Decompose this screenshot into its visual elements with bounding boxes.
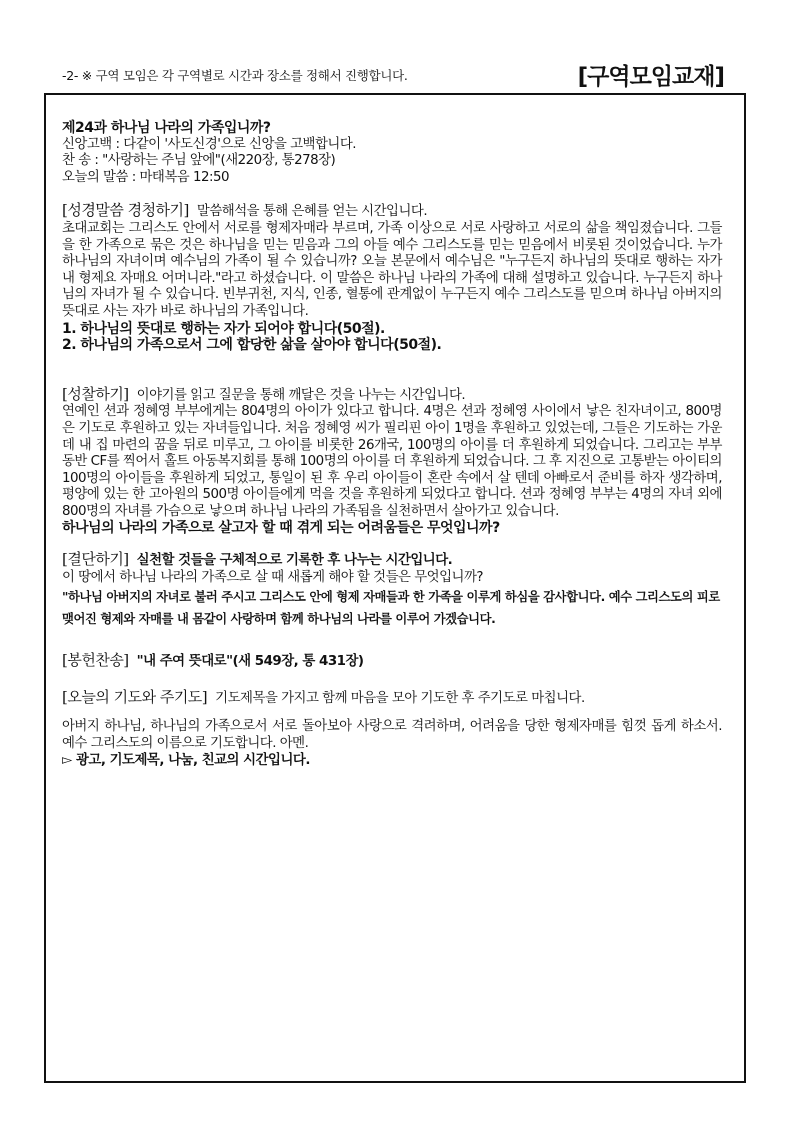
point-one: 1. 하나님의 뜻대로 행하는 자가 되어야 합니다(50절). (62, 320, 385, 337)
prayer-tag: [오늘의 기도와 주기도] (62, 687, 208, 706)
offering-section-header (62, 652, 722, 671)
reflect-section-header (62, 386, 722, 405)
creed-line: 신앙고백 : 다같이 '사도신경'으로 신앙을 고백합니다. (62, 136, 357, 152)
decide-tag: [결단하기] (62, 550, 129, 569)
point-two: 2. 하나님의 가족으로서 그에 합당한 삶을 살아야 합니다(50절). (62, 337, 442, 354)
prayer-body: 아버지 하나님, 하나님의 가족으로서 서로 돌아보아 사랑으로 격려하며, 어려움을 당한 형제자매를 힘껏 돕게 하소서. 예수 그리스도의 이름으로 기도합니다. 아멘. (62, 719, 722, 752)
listen-tag: [성경말씀 경청하기] (62, 201, 189, 220)
decide-question: 이 땅에서 하나님 나라의 가족으로 살 때 새롭게 해야 할 것들은 무엇입니까? (62, 569, 483, 585)
reflect-question: 하나님의 나라의 가족으로 살고자 할 때 겪게 되는 어려움들은 무엇입니까? (62, 520, 500, 537)
reflect-body: 연예인 션과 정혜영 부부에게는 804명의 아이가 있다고 합니다. 4명은 션과 정혜영 사이에서 낳은 친자녀이고, 800명은 기도로 후원하고 있는 자녀들입니다. 처음 정혜영 씨가 필리핀 아이 1명을 후원하고 있었는데, 그들은 기도하는 가운데 내 집 마련의 꿈을 뒤로 미루고, 그 아이를 비롯한 26개국, 100명의 아이를 더 후원하게 되었습니다. 그리고는 부부동반 CF를 찍어서 홀트 아동복지회를 통해 100명의 아이를 더 후원하게 되었습니다. 그 후 지진으로 고통받는 아이티의 100명의 아이들을 후원하게 되었고, 통일이 된 후 우리 아이들이 혼란 속에서 살 텐데 아빠로서 준비를 하자 생각하며, 평양에 있는 한 고아원의 500명 아이들에게 먹을 것을 후원하게 되었다고 합니다. 션과 정혜영 부부는 4명의 자녀 외에 800명의 자녀를 가슴으로 낳으며 하나님 나라의 가족됨을 실천하면서 살아가고 있습니다. (62, 404, 722, 519)
decide-prayer: "하나님 아버지의 자녀로 불러 주시고 그리스도 안에 형제 자매들과 한 가족을 이루게 하심을 감사합니다. 예수 그리스도의 피로 맺어진 형제와 자매를 내 몸같이 사랑하며 함께 하나님의 나라를 이루어 가겠습니다. (62, 590, 720, 627)
reflect-tag: [성찰하기] (62, 384, 129, 403)
lesson-content (62, 120, 722, 769)
page-header (62, 58, 724, 88)
closing-note: ▻ 광고, 기도제목, 나눔, 친교의 시간입니다. (62, 752, 310, 768)
offering-tag: [봉헌찬송] (62, 651, 129, 670)
reflect-subtitle: 이야기를 읽고 질문을 통해 깨달은 것을 나누는 시간입니다. (136, 387, 466, 403)
material-badge: [구역모임교재] (577, 64, 724, 90)
decide-subtitle: 실천할 것들을 구체적으로 기록한 후 나누는 시간입니다. (136, 553, 453, 569)
prayer-section-header (62, 689, 722, 708)
listen-body: 초대교회는 그리스도 안에서 서로를 형제자매라 부르며, 가족 이상으로 서로 사랑하고 서로의 삶을 책임졌습니다. 그들을 한 가족으로 묶은 것은 하나님을 믿는 믿음과 그의 아들 예수 그리스도를 믿는 믿음에서 비롯된 것이었습니다. 누가 하나님의 자녀이며 예수님의 가족이 될 수 있습니까? 오늘 본문에서 예수님은 "누구든지 하나님의 뜻대로 행하는 자가 내 형제요 자매요 어머니라."라고 하셨습니다. 이 말씀은 하나님 나라의 가족에 대해 설명하고 있습니다. 누구든지 하나님의 자녀가 될 수 있습니다. 빈부귀천, 지식, 인종, 혈통에 관계없이 누구든지 예수 그리스도를 믿으며 하나님 아버지의 뜻대로 사는 자가 바로 하나님의 가족입니다. (62, 220, 722, 319)
listen-subtitle: 말씀해석을 통해 은혜를 얻는 시간입니다. (196, 204, 428, 220)
prayer-subtitle: 기도제목을 가지고 함께 마음을 모아 기도한 후 주기도로 마칩니다. (215, 690, 585, 706)
page-number-note: -2- ※ 구역 모임은 각 구역별로 시간과 장소를 정해서 진행합니다. (62, 68, 408, 83)
lesson-title: 제24과 하나님 나라의 가족입니까? (62, 120, 271, 136)
decide-section-header (62, 551, 722, 570)
offering-hymn: "내 주여 뜻대로"(새 549장, 통 431장) (136, 654, 364, 670)
hymn-line: 찬 송 : "사랑하는 주님 앞에"(새220장, 통278장) (62, 153, 336, 169)
listen-section-header (62, 202, 722, 221)
scripture-line: 오늘의 말씀 : 마태복음 12:50 (62, 169, 230, 185)
